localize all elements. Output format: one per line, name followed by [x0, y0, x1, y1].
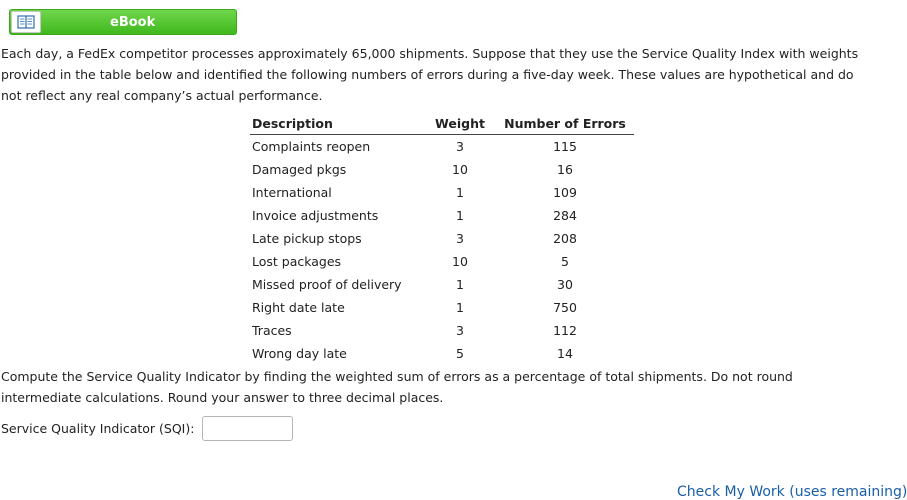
cell-errors: 30: [557, 277, 573, 292]
check-my-work-link[interactable]: Check My Work (uses remaining): [677, 484, 907, 500]
cell-weight: 10: [452, 254, 468, 269]
cell-description: Wrong day late: [252, 346, 347, 361]
table-row: [250, 296, 634, 319]
sqi-label: Service Quality Indicator (SQI):: [1, 421, 195, 436]
cell-description: Lost packages: [252, 254, 342, 269]
cell-errors: 750: [553, 300, 577, 315]
table-row: [250, 135, 634, 159]
cell-description: Complaints reopen: [252, 139, 371, 154]
cell-weight: 1: [456, 277, 464, 292]
table-row: [250, 181, 634, 204]
cell-weight: 3: [456, 139, 464, 154]
cell-errors: 109: [553, 185, 577, 200]
cell-errors: 16: [557, 162, 573, 177]
table-row: [250, 319, 634, 342]
errors-table: [250, 113, 634, 365]
cell-description: Right date late: [252, 300, 345, 315]
cell-weight: 3: [456, 231, 464, 246]
table-row: [250, 227, 634, 250]
cell-errors: 284: [553, 208, 577, 223]
ebook-button[interactable]: [9, 9, 237, 35]
cell-weight: 1: [456, 185, 464, 200]
cell-description: Damaged pkgs: [252, 162, 347, 177]
header-weight: Weight: [424, 113, 494, 135]
header-description: Description: [250, 113, 424, 135]
table-row: [250, 204, 634, 227]
table-row: [250, 250, 634, 273]
cell-description: Invoice adjustments: [252, 208, 379, 223]
cell-description: Traces: [252, 323, 292, 338]
ebook-label: eBook: [110, 15, 156, 30]
problem-instructions: Compute the Service Quality Indicator by finding the weighted sum of errors as a percentage of total shipments. Do not round intermediate calculations. Round your answer to three decimal places.: [1, 369, 793, 405]
table-row: [250, 158, 634, 181]
cell-description: Late pickup stops: [252, 231, 362, 246]
cell-errors: 14: [557, 346, 573, 361]
cell-weight: 1: [456, 208, 464, 223]
sqi-input[interactable]: [202, 416, 293, 441]
cell-description: International: [252, 185, 332, 200]
cell-weight: 3: [456, 323, 464, 338]
cell-errors: 208: [553, 231, 577, 246]
cell-weight: 10: [452, 162, 468, 177]
table-row: [250, 342, 634, 365]
cell-weight: 1: [456, 300, 464, 315]
cell-errors: 115: [553, 139, 577, 154]
cell-weight: 5: [456, 346, 464, 361]
header-number-of-errors: Number of Errors: [494, 113, 634, 135]
table-row: [250, 273, 634, 296]
cell-description: Missed proof of delivery: [252, 277, 402, 292]
cell-errors: 5: [561, 254, 569, 269]
cell-errors: 112: [553, 323, 577, 338]
book-icon: [11, 11, 41, 33]
problem-intro: Each day, a FedEx competitor processes approximately 65,000 shipments. Suppose that they use the Service Quality Index with weights provided in the table below and identified the following numbers of errors during a five-day week. These values are hypothetical and do not reflect any real company’s actual performance.: [1, 46, 859, 103]
table-header-row: [250, 113, 634, 135]
